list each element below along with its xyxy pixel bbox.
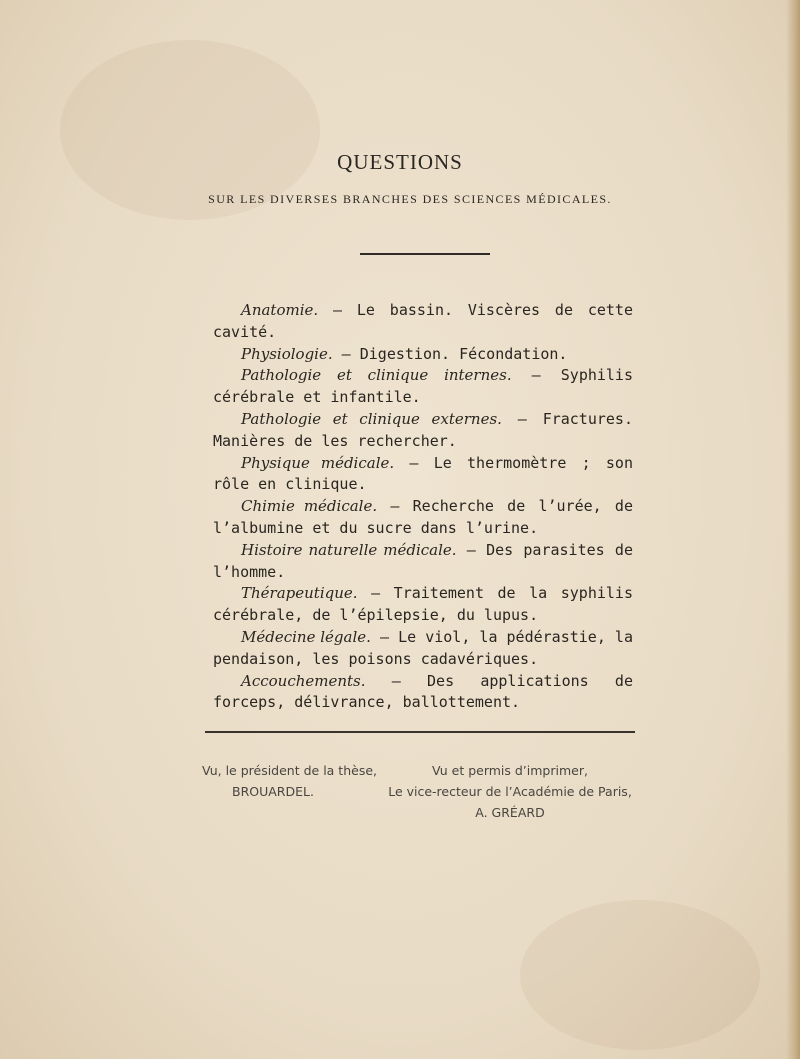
question-item	[213, 540, 633, 584]
question-text: — Syphilis cérébrale et infantile.	[213, 366, 633, 407]
title-divider	[360, 253, 490, 255]
president-signature-block	[202, 760, 377, 802]
question-text: — Traitement de la syphilis cérébrale, de l’épilepsie, du lupus.	[213, 584, 633, 625]
question-text: — Des applications de forceps, délivrance, ballottement.	[213, 671, 633, 712]
question-subject: Anatomie.	[241, 301, 319, 319]
question-subject: Physiologie.	[241, 344, 333, 363]
questions-list	[213, 300, 633, 714]
question-subject: Accouchements.	[241, 671, 366, 690]
president-approval-line: Vu, le président de la thèse,	[202, 763, 377, 778]
question-subject: Pathologie et clinique externes.	[241, 409, 502, 428]
page-title: QUESTIONS	[337, 150, 463, 174]
question-item	[213, 627, 633, 671]
question-text: — Le bassin. Viscères de cette cavité.	[213, 301, 633, 341]
question-item	[213, 671, 633, 715]
question-item	[213, 453, 633, 497]
question-subject: Chimie médicale.	[241, 497, 378, 516]
paper-stain	[520, 900, 760, 1050]
rector-signature-block	[370, 760, 650, 823]
question-text: — Fractures. Manières de les rechercher.	[213, 409, 633, 450]
page-subtitle: SUR LES DIVERSES BRANCHES DES SCIENCES MÉDICALES.	[208, 192, 612, 206]
question-item	[213, 583, 633, 627]
question-text: — Digestion. Fécondation.	[332, 344, 568, 363]
question-item	[213, 365, 633, 409]
question-item	[213, 496, 633, 540]
question-subject: Physique médicale.	[241, 453, 395, 472]
question-item	[213, 344, 633, 366]
president-name: BROUARDEL.	[232, 784, 314, 799]
question-item	[213, 409, 633, 453]
question-text: — Le viol, la pédérastie, la pendaison, les poisons cadavériques.	[213, 627, 633, 668]
question-item	[213, 300, 633, 344]
section-divider	[205, 731, 635, 733]
print-permission-line: Vu et permis d’imprimer,	[432, 763, 588, 778]
question-text: — Le thermomètre ; son rôle en clinique.	[213, 453, 633, 494]
question-subject: Médecine légale.	[241, 627, 371, 646]
question-text: — Recherche de l’urée, de l’albumine et du sucre dans l’urine.	[213, 497, 633, 537]
question-subject: Thérapeutique.	[241, 584, 358, 603]
vice-rector-name: A. GRÉARD	[475, 805, 545, 820]
vice-rector-title: Le vice-recteur de l’Académie de Paris,	[388, 784, 632, 799]
question-text: — Des parasites de l’homme.	[213, 540, 633, 581]
question-subject: Pathologie et clinique internes.	[241, 366, 512, 385]
question-subject: Histoire naturelle médicale.	[241, 540, 457, 559]
